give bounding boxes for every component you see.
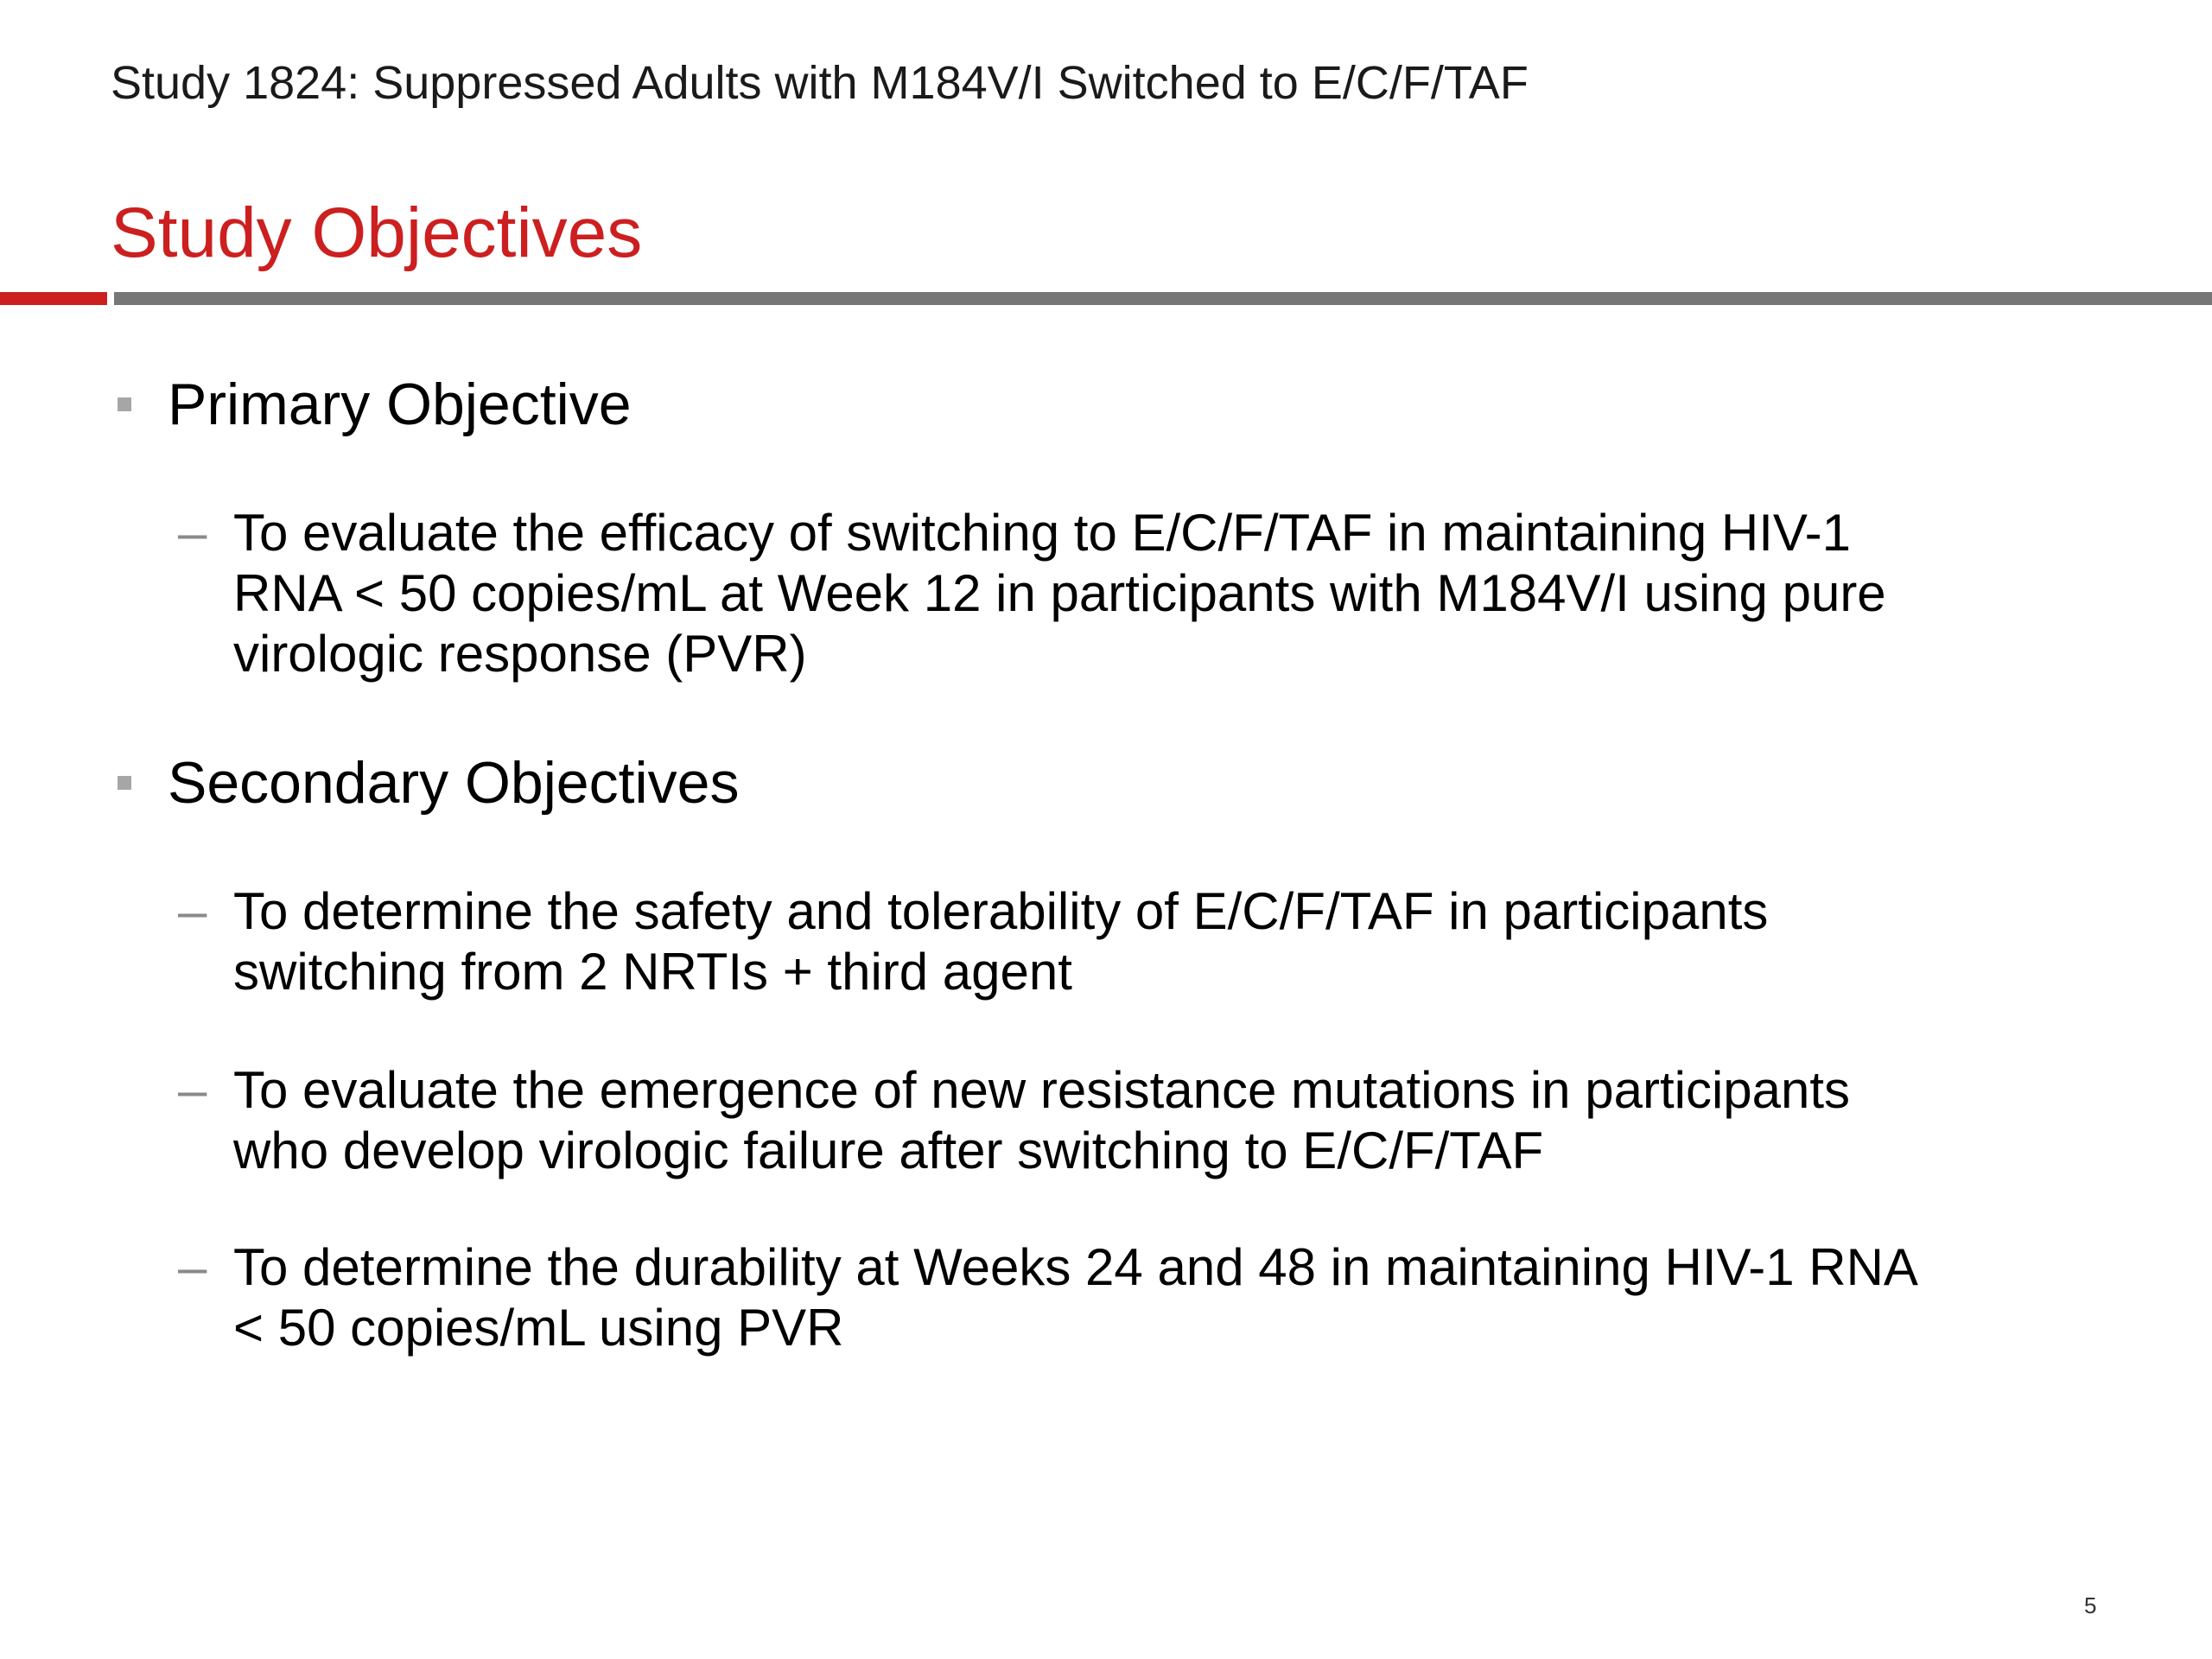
list-item	[178, 881, 2122, 1002]
list-item-line: To evaluate the efficacy of switching to E/C/F/TAF in maintaining HIV-1	[233, 504, 1851, 562]
list-item-line: < 50 copies/mL using PVR	[233, 1299, 844, 1357]
section-heading-label: Secondary Objectives	[168, 750, 740, 816]
list-item-text	[233, 881, 2122, 1002]
slide-subtitle: Study 1824: Suppressed Adults with M184V/I Switched to E/C/F/TAF	[111, 57, 1529, 109]
list-item-line: To determine the durability at Weeks 24 and 48 in maintaining HIV-1 RNA	[233, 1238, 1918, 1296]
dash-bullet-icon: –	[178, 882, 207, 940]
list-item-line: To determine the safety and tolerability of E/C/F/TAF in participants	[233, 882, 1769, 940]
list-item-line: switching from 2 NRTIs + third agent	[233, 943, 1072, 1001]
list-item	[178, 503, 2122, 684]
section-heading-label: Primary Objective	[168, 372, 632, 437]
square-bullet-icon	[118, 397, 131, 411]
title-rule	[114, 292, 2212, 305]
slide-title: Study Objectives	[111, 194, 643, 272]
page-number: 5	[2084, 1592, 2097, 1618]
list-item-text	[233, 1060, 2122, 1181]
list-item-text	[233, 503, 2122, 684]
dash-bullet-icon: –	[178, 1061, 207, 1119]
title-rule-accent	[0, 292, 107, 305]
list-item-text	[233, 1237, 2122, 1358]
list-item-line: who develop virologic failure after switching to E/C/F/TAF	[233, 1122, 1544, 1179]
list-item	[178, 1237, 2122, 1358]
dash-bullet-icon: –	[178, 504, 207, 562]
list-item	[178, 1060, 2122, 1181]
square-bullet-icon	[118, 776, 131, 790]
list-item-line: RNA < 50 copies/mL at Week 12 in participants with M184V/I using pure	[233, 564, 1886, 622]
dash-bullet-icon: –	[178, 1238, 207, 1296]
list-item-line: virologic response (PVR)	[233, 625, 807, 683]
list-item-line: To evaluate the emergence of new resistance mutations in participants	[233, 1061, 1851, 1119]
